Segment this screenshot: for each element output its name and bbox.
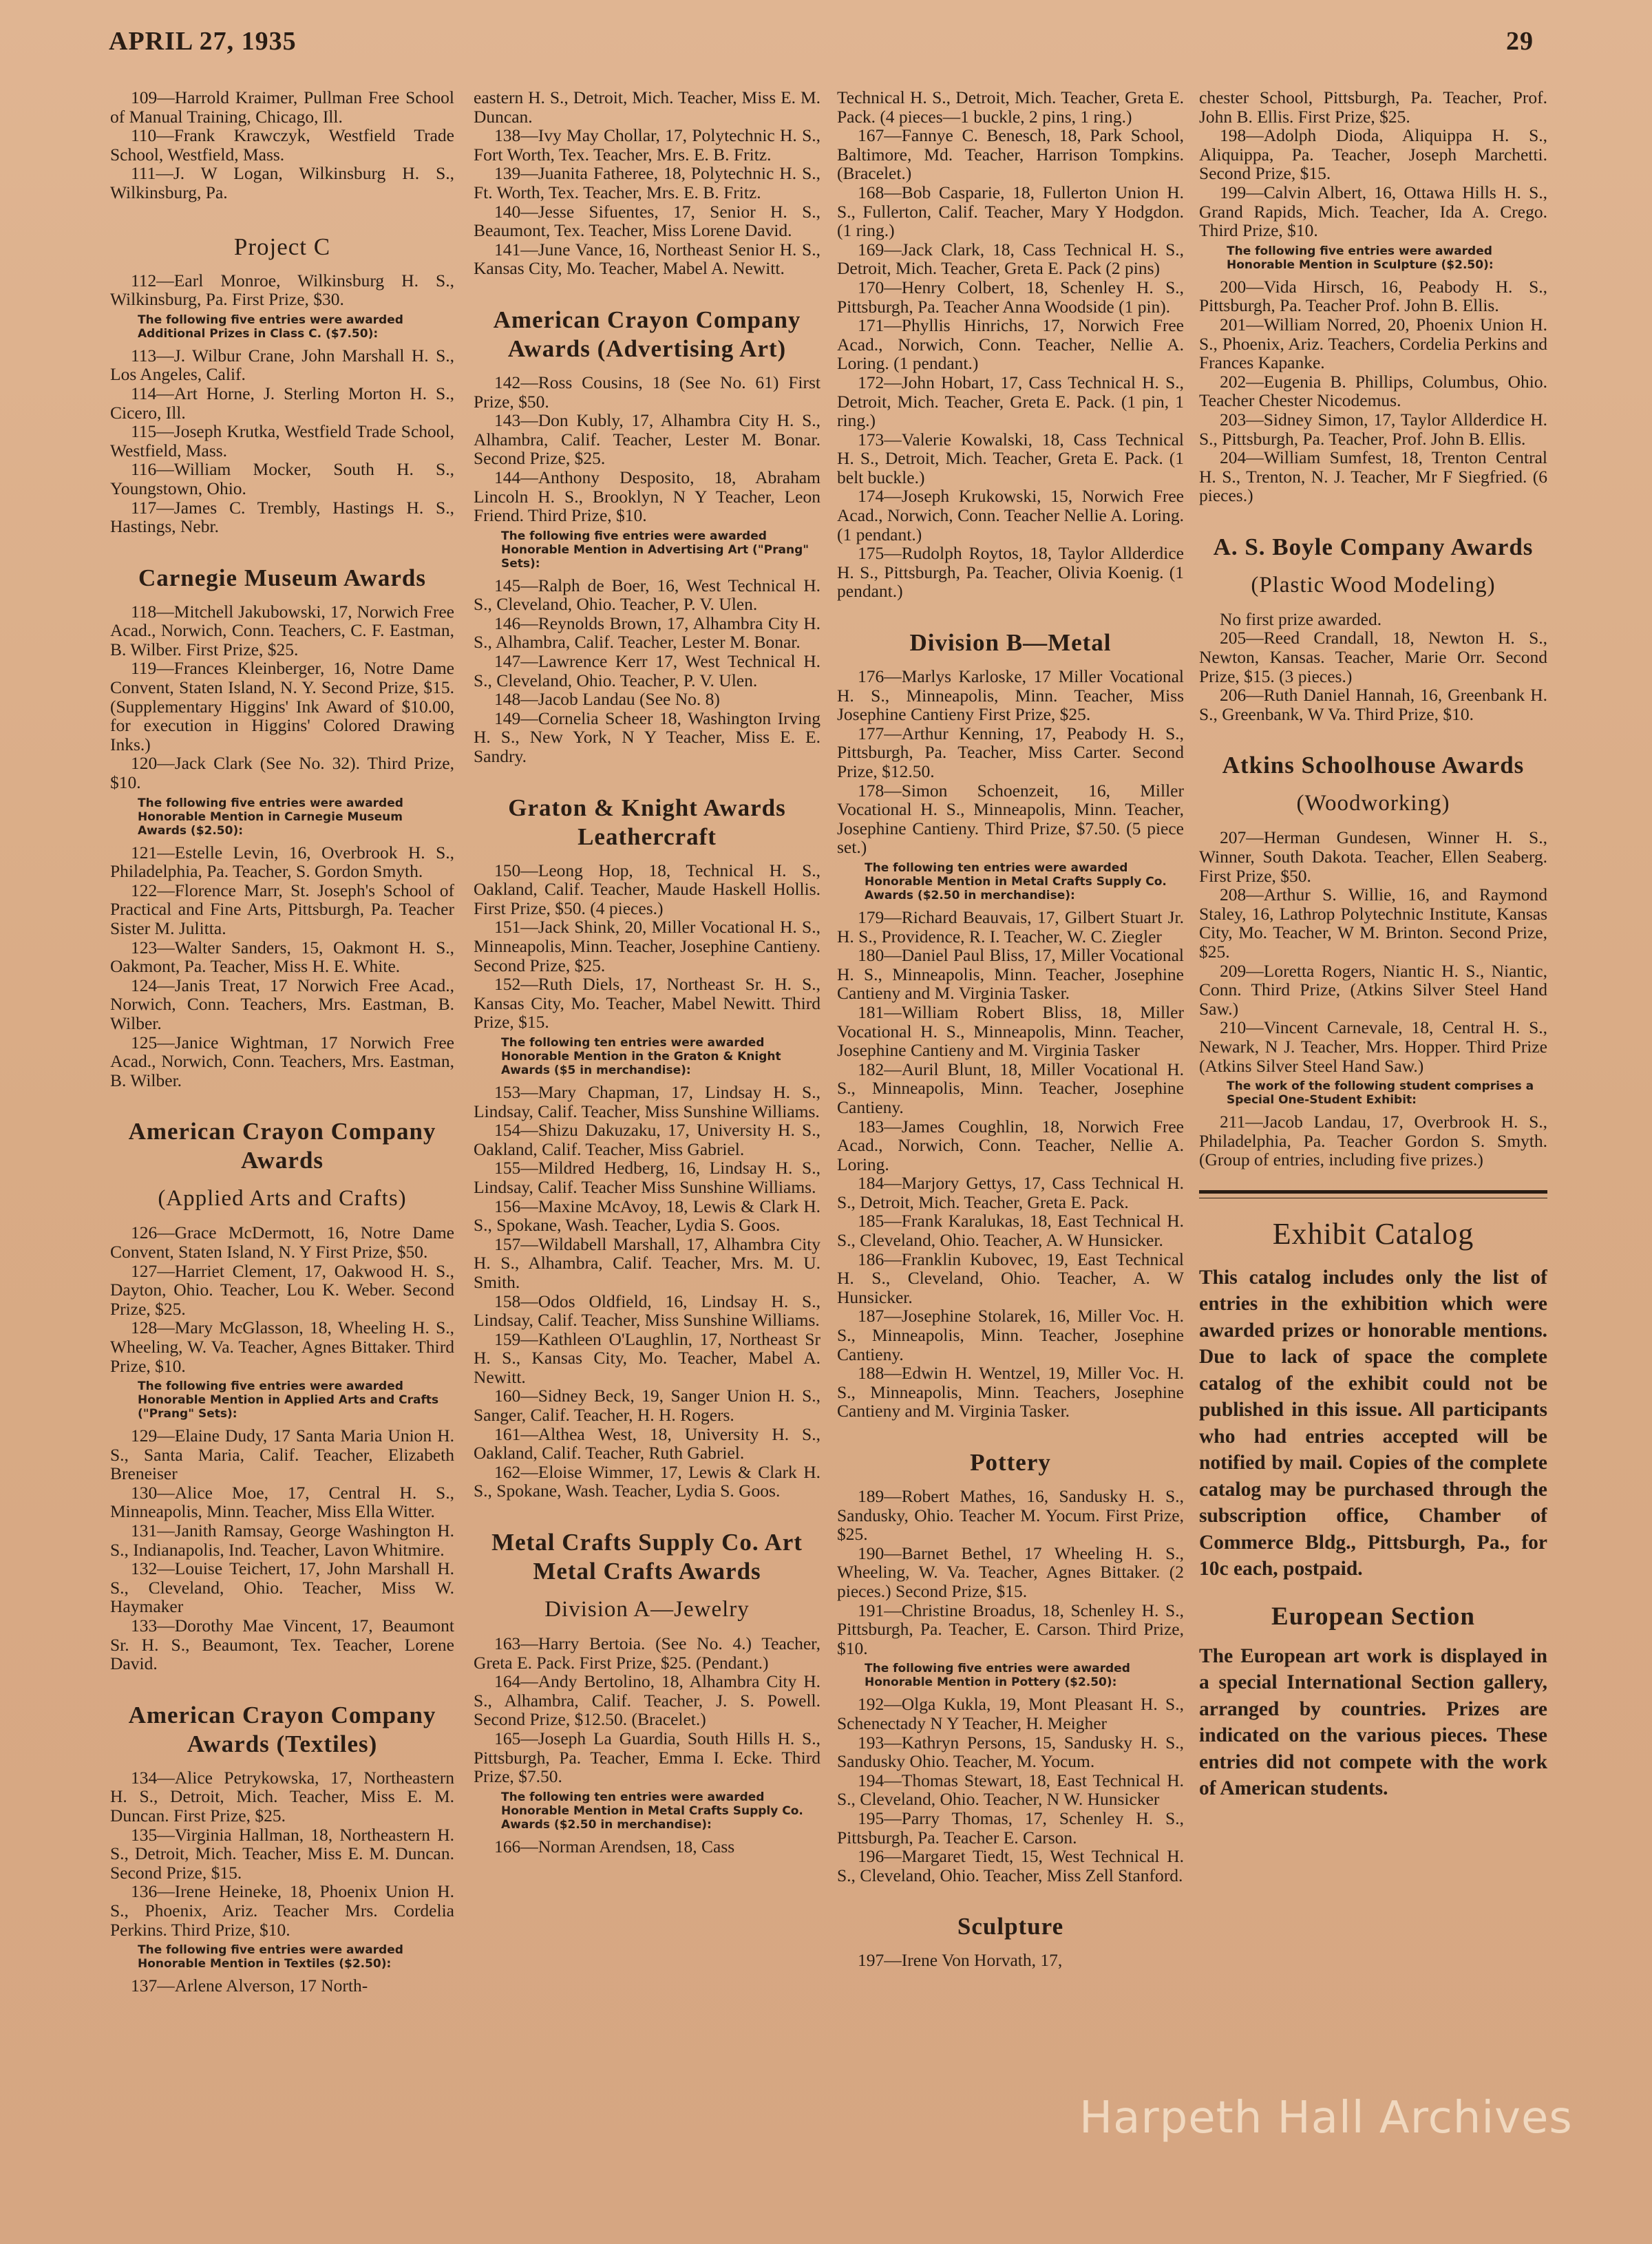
archive-watermark: Harpeth Hall Archives (1079, 2093, 1573, 2144)
section-heading: Division B—Metal (909, 629, 1112, 657)
section-subheading: Division A—Jewelry (544, 1597, 750, 1622)
entry: 130—Alice Moe, 17, Central H. S., Minneapolis, Minn. Teacher, Miss Ella Witter. (110, 1482, 454, 1522)
entry: 209—Loretta Rogers, Niantic H. S., Niantic, Conn. Third Prize, (Atkins Silver Steel Hand Saw.) (1199, 960, 1547, 1019)
entry: 126—Grace McDermott, 16, Notre Dame Convent, Staten Island, N. Y First Prize, $50. (110, 1222, 454, 1262)
entry: 154—Shizu Dakuzaku, 17, University H. S., Oakland, Calif. Teacher, Miss Gabriel. (474, 1120, 820, 1159)
honorable-mention-note: The following ten entries were awarded Honorable Mention in Metal Crafts Supply Co. Awards ($2.50 in merchandise): (501, 1790, 803, 1832)
entry: 131—Janith Ramsay, George Washington H. S., Indianapolis, Ind. Teacher, Lavon Whitmire. (110, 1521, 454, 1560)
entry: 193—Kathryn Persons, 15, Sandusky H. S., Sandusky Ohio. Teacher, M. Yocum. (837, 1732, 1184, 1772)
entry: 203—Sidney Simon, 17, Taylor Allderdice H. S., Pittsburgh, Pa. Teacher, Prof. John B. Ellis. (1199, 409, 1547, 449)
entry-continuation: eastern H. S., Detroit, Mich. Teacher, Miss E. M. Duncan. (474, 88, 820, 127)
section-subheading: (Plastic Wood Modeling) (1251, 572, 1496, 597)
section-heading: American Crayon Company Awards (Advertising Art) (493, 306, 801, 362)
entry: No first prize awarded. (1220, 608, 1382, 629)
entry: 205—Reed Crandall, 18, Newton H. S., Newton, Kansas. Teacher, Marie Orr. Second Prize, $15. (3 pieces.) (1199, 628, 1547, 686)
entry: 179—Richard Beauvais, 17, Gilbert Stuart Jr. H. S., Providence, R. I. Teacher, W. C. Ziegler (837, 907, 1184, 946)
entry: 183—James Coughlin, 18, Norwich Free Acad., Norwich, Conn. Teacher, Nellie A. Loring. (837, 1116, 1184, 1174)
entry: 152—Ruth Diels, 17, Northeast Sr. H. S., Kansas City, Mo. Teacher, Mabel Newitt. Third Prize, $15. (474, 974, 820, 1033)
entry: 128—Mary McGlasson, 18, Wheeling H. S., Wheeling, W. Va. Teacher, Agnes Bittaker. Third Prize, $10. (110, 1317, 454, 1376)
honorable-mention-note: The work of the following student comprises a Special One-Student Exhibit: (1227, 1079, 1534, 1108)
entry: 114—Art Horne, J. Sterling Morton H. S., Cicero, Ill. (110, 383, 454, 423)
entry: 199—Calvin Albert, 16, Ottawa Hills H. S., Grand Rapids, Mich. Teacher, Ida A. Crego. Third Prize, $10. (1199, 182, 1547, 241)
entry: 190—Barnet Bethel, 17 Wheeling H. S., Wheeling, W. Va. Teacher, Agnes Bittaker. (2 pieces.) Second Prize, $15. (837, 1543, 1184, 1601)
entry: 151—Jack Shink, 20, Miller Vocational H. S., Minneapolis, Minn. Teacher, Josephine Cantieny. Second Prize, $25. (474, 917, 820, 975)
entry: 180—Daniel Paul Bliss, 17, Miller Vocational H. S., Minneapolis, Minn. Teacher, Josephine Cantieny and M. Virginia Tasker. (837, 945, 1184, 1004)
entry: 173—Valerie Kowalski, 18, Cass Technical H. S., Detroit, Mich. Teacher, Greta E. Pack. (1 belt buckle.) (837, 429, 1184, 487)
european-section-text: The European art work is displayed in a special International Section gallery, arranged by countries. Prizes are indicated on the various pieces. These entries did not compete with the work of American students. (1199, 1644, 1547, 1800)
entry: 161—Althea West, 18, University H. S., Oakland, Calif. Teacher, Ruth Gabriel. (474, 1423, 820, 1463)
entry: 145—Ralph de Boer, 16, West Technical H. S., Cleveland, Ohio. Teacher, P. V. Ulen. (474, 575, 820, 615)
entry: 121—Estelle Levin, 16, Overbrook H. S., Philadelphia, Pa. Teacher, S. Gordon Smyth. (110, 842, 454, 882)
entry: 113—J. Wilbur Crane, John Marshall H. S., Los Angeles, Calif. (110, 345, 454, 385)
entry: 109—Harrold Kraimer, Pullman Free School of Manual Training, Chicago, Ill. (110, 88, 454, 127)
entry: 210—Vincent Carnevale, 18, Central H. S., Newark, N J. Teacher, Mrs. Hopper. Third Prize (Atkins Silver Steel Hand Saw.) (1199, 1017, 1547, 1076)
entry: 181—William Robert Bliss, 18, Miller Vocational H. S., Minneapolis, Minn. Teacher, Josephine Cantieny and M. Virginia Tasker (837, 1002, 1184, 1061)
exhibit-catalog-heading: Exhibit Catalog (1272, 1216, 1474, 1251)
entry: 124—Janis Treat, 17 Norwich Free Acad., Norwich, Conn. Teachers, Mrs. Eastman, B. Wilber. (110, 975, 454, 1033)
entry: 207—Herman Gundesen, Winner H. S., Winner, South Dakota. Teacher, Ellen Seaberg. First Prize, $50. (1199, 827, 1547, 886)
entry: 174—Joseph Krukowski, 15, Norwich Free Acad., Norwich, Conn. Teacher Nellie A. Loring. (1 pendant.) (837, 486, 1184, 544)
section-heading: Atkins Schoolhouse Awards (1222, 752, 1525, 779)
section-subheading: (Woodworking) (1296, 791, 1450, 816)
honorable-mention-note: The following five entries were awarded Honorable Mention in Sculpture ($2.50): (1227, 244, 1494, 272)
section-heading: Metal Crafts Supply Co. Art Metal Crafts Awards (491, 1529, 803, 1585)
entry: 149—Cornelia Scheer 18, Washington Irving H. S., New York, N Y Teacher, Miss E. E. Sandry. (474, 708, 820, 767)
honorable-mention-note: The following five entries were awarded Honorable Mention in Textiles ($2.50): (138, 1943, 403, 1971)
section-heading: Project C (233, 233, 331, 260)
section-heading: American Crayon Company Awards (128, 1118, 436, 1174)
honorable-mention-note: The following five entries were awarded Honorable Mention in Advertising Art ("Prang" Sets): (501, 529, 809, 571)
column-4 (1199, 88, 1547, 2215)
entry: 119—Frances Kleinberger, 16, Notre Dame Convent, Staten Island, N. Y. Second Prize, $15. (Supplementary Higgins' Ink Award of $10.00, for execution in Higgins' Colored Drawing Inks.) (110, 658, 454, 754)
entry: 171—Phyllis Hinrichs, 17, Norwich Free Acad., Norwich, Conn. Teacher, Nellie A. Loring. (1 pendant.) (837, 315, 1184, 374)
entry: 116—William Mocker, South H. S., Youngstown, Ohio. (110, 459, 454, 498)
entry: 140—Jesse Sifuentes, 17, Senior H. S., Beaumont, Tex. Teacher, Miss Lorene David. (474, 201, 820, 241)
entry: 141—June Vance, 16, Northeast Senior H. S., Kansas City, Mo. Teacher, Mabel A. Newitt. (474, 239, 820, 279)
entry: 139—Juanita Fatheree, 18, Polytechnic H. S., Ft. Worth, Tex. Teacher, Mrs. E. B. Fritz. (474, 163, 820, 202)
entry: 148—Jacob Landau (See No. 8) (494, 689, 720, 710)
entry: 144—Anthony Desposito, 18, Abraham Lincoln H. S., Brooklyn, N Y Teacher, Leon Friend. Third Prize, $10. (474, 467, 820, 526)
entry: 143—Don Kubly, 17, Alhambra City H. S., Alhambra, Calif. Teacher, Lester M. Bonar. Second Prize, $25. (474, 410, 820, 469)
entry: 165—Joseph La Guardia, South Hills H. S., Pittsburgh, Pa. Teacher, Emma I. Ecke. Third Prize, $7.50. (474, 1728, 820, 1787)
entry: 176—Marlys Karloske, 17 Miller Vocational H. S., Minneapolis, Minn. Teacher, Miss Josephine Cantieny First Prize, $25. (837, 666, 1184, 725)
entry: 204—William Sumfest, 18, Trenton Central H. S., Trenton, N. J. Teacher, Mr F Siegfried. (6 pieces.) (1199, 447, 1547, 506)
section-heading: Sculpture (957, 1913, 1064, 1940)
entry: 150—Leong Hop, 18, Technical H. S., Oakland, Calif. Teacher, Maude Haskell Hollis. First Prize, $50. (4 pieces.) (474, 860, 820, 918)
entry: 142—Ross Cousins, 18 (See No. 61) First Prize, $50. (474, 372, 820, 412)
entry: 172—John Hobart, 17, Cass Technical H. S., Detroit, Mich. Teacher, Greta E. Pack. (1 pin, 1 ring.) (837, 372, 1184, 431)
entry: 147—Lawrence Kerr 17, West Technical H. S., Cleveland, Ohio. Teacher, P. V. Ulen. (474, 651, 820, 690)
column-3 (837, 88, 1184, 2215)
entry: 120—Jack Clark (See No. 32). Third Prize, $10. (110, 753, 454, 793)
entry: 175—Rudolph Roytos, 18, Taylor Allderdice H. S., Pittsburgh, Pa. Teacher, Olivia Koenig. (1 pendant.) (837, 543, 1184, 602)
entry: 133—Dorothy Mae Vincent, 17, Beaumont Sr. H. S., Beaumont, Tex. Teacher, Lorene David. (110, 1616, 454, 1674)
entry: 191—Christine Broadus, 18, Schenley H. S., Pittsburgh, Pa. Teacher, E. Carson. Third Prize, $10. (837, 1600, 1184, 1658)
entry: 115—Joseph Krutka, Westfield Trade School, Westfield, Mass. (110, 421, 454, 461)
entry: 157—Wildabell Marshall, 17, Alhambra City H. S., Alhambra, Calif. Teacher, Mrs. M. U. Smith. (474, 1234, 820, 1292)
entry: 153—Mary Chapman, 17, Lindsay H. S., Lindsay, Calif. Teacher, Miss Sunshine Williams. (474, 1081, 820, 1121)
entry: 137—Arlene Alverson, 17 North- (131, 1976, 368, 1996)
entry: 189—Robert Mathes, 16, Sandusky H. S., Sandusky, Ohio. Teacher M. Yocum. First Prize, $25. (837, 1486, 1184, 1545)
entry: 163—Harry Bertoia. (See No. 4.) Teacher, Greta E. Pack. First Prize, $25. (Pendant.) (474, 1633, 820, 1673)
entry: 155—Mildred Hedberg, 16, Lindsay H. S., Lindsay, Calif. Teacher Miss Sunshine Williams. (474, 1158, 820, 1197)
entry: 200—Vida Hirsch, 16, Peabody H. S., Pittsburgh, Pa. Teacher Prof. John B. Ellis. (1199, 276, 1547, 316)
entry-continuation: Technical H. S., Detroit, Mich. Teacher, Greta E. Pack. (4 pieces—1 buckle, 2 pins, 1 ring.) (837, 88, 1184, 127)
section-heading: Graton & Knight Awards Leathercraft (508, 794, 786, 850)
section-heading: American Crayon Company Awards (Textiles) (128, 1701, 436, 1757)
honorable-mention-note: The following five entries were awarded Honorable Mention in Carnegie Museum Awards ($2.50): (138, 796, 403, 838)
entry: 202—Eugenia B. Phillips, Columbus, Ohio. Teacher Chester Nicodemus. (1199, 371, 1547, 411)
entry: 198—Adolph Dioda, Aliquippa H. S., Aliquippa, Pa. Teacher, Joseph Marchetti. Second Prize, $15. (1199, 125, 1547, 184)
section-heading: A. S. Boyle Company Awards (1213, 533, 1534, 560)
section-heading: Pottery (970, 1449, 1051, 1476)
entry: 138—Ivy May Chollar, 17, Polytechnic H. S., Fort Worth, Tex. Teacher, Mrs. E. B. Fritz. (474, 125, 820, 165)
entry: 211—Jacob Landau, 17, Overbrook H. S., Philadelphia, Pa. Teacher Gordon S. Smyth. (Group of entries, including five prizes.) (1199, 1112, 1547, 1170)
entry: 197—Irene Von Horvath, 17, (858, 1950, 1063, 1971)
column-1 (110, 88, 454, 2215)
honorable-mention-note: The following five entries were awarded Honorable Mention in Applied Arts and Crafts ("Prang" Sets): (138, 1379, 439, 1421)
entry: 112—Earl Monroe, Wilkinsburg H. S., Wilkinsburg, Pa. First Prize, $30. (110, 270, 454, 310)
entry: 156—Maxine McAvoy, 18, Lewis & Clark H. S., Spokane, Wash. Teacher, Lydia S. Goos. (474, 1196, 820, 1236)
entry: 129—Elaine Dudy, 17 Santa Maria Union H. S., Santa Maria, Calif. Teacher, Elizabeth Breneiser (110, 1426, 454, 1484)
entry: 110—Frank Krawczyk, Westfield Trade School, Westfield, Mass. (110, 125, 454, 165)
entry: 146—Reynolds Brown, 17, Alhambra City H. S., Alhambra, Calif. Teacher, Lester M. Bonar. (474, 613, 820, 653)
entry: 159—Kathleen O'Laughlin, 17, Northeast Sr H. S., Kansas City, Mo. Teacher, Mabel A. Newitt. (474, 1329, 820, 1387)
entry: 164—Andy Bertolino, 18, Alhambra City H. S., Alhambra, Calif. Teacher, J. S. Powell. Second Prize, $12.50. (Bracelet.) (474, 1671, 820, 1730)
issue-date: APRIL 27, 1935 (109, 27, 297, 56)
entry: 192—Olga Kukla, 19, Mont Pleasant H. S., Schenectady N Y Teacher, H. Meigher (837, 1694, 1184, 1733)
section-divider (1199, 1190, 1547, 1194)
entry: 122—Florence Marr, St. Joseph's School of Practical and Fine Arts, Pittsburgh, Pa. Teacher Sister M. Julitta. (110, 880, 454, 938)
entry: 201—William Norred, 20, Phoenix Union H. S., Phoenix, Ariz. Teachers, Cordelia Perkins and Frances Kapanke. (1199, 314, 1547, 373)
entry: 125—Janice Wightman, 17 Norwich Free Acad., Norwich, Conn. Teachers, Mrs. Eastman, B. Wilber. (110, 1032, 454, 1090)
entry: 127—Harriet Clement, 17, Oakwood H. S., Dayton, Ohio. Teacher, Lou K. Weber. Second Prize, $25. (110, 1260, 454, 1319)
entry: 158—Odos Oldfield, 16, Lindsay H. S., Lindsay, Calif. Teacher, Miss Sunshine Williams. (474, 1291, 820, 1331)
entry: 188—Edwin H. Wentzel, 19, Miller Voc. H. S., Minneapolis, Minn. Teachers, Josephine Cantieny and M. Virginia Tasker. (837, 1363, 1184, 1421)
entry: 118—Mitchell Jakubowski, 17, Norwich Free Acad., Norwich, Conn. Teachers, C. F. Eastman, B. Wilber. First Prize, $25. (110, 601, 454, 659)
entry: 182—Auril Blunt, 18, Miller Vocational H. S., Minneapolis, Minn. Teacher, Josephine Cantieny. (837, 1059, 1184, 1117)
entry: 169—Jack Clark, 18, Cass Technical H. S., Detroit, Mich. Teacher, Greta E. Pack (2 pins) (837, 239, 1184, 279)
entry: 135—Virginia Hallman, 18, Northeastern H. S., Detroit, Mich. Teacher, Miss E. M. Duncan. Second Prize, $15. (110, 1824, 454, 1883)
page-number: 29 (1506, 27, 1534, 56)
entry: 132—Louise Teichert, 17, John Marshall H. S., Cleveland, Ohio. Teacher, Miss W. Haymaker (110, 1558, 454, 1617)
entry: 160—Sidney Beck, 19, Sanger Union H. S., Sanger, Calif. Teacher, H. H. Rogers. (474, 1386, 820, 1426)
entry: 196—Margaret Tiedt, 15, West Technical H. S., Cleveland, Ohio. Teacher, Miss Zell Stanford. (837, 1846, 1184, 1885)
column-2 (474, 88, 820, 2215)
column-4-entries (1199, 88, 1547, 1169)
entry: 162—Eloise Wimmer, 17, Lewis & Clark H. S., Spokane, Wash. Teacher, Lydia S. Goos. (474, 1461, 820, 1501)
entry: 166—Norman Arendsen, 18, Cass (494, 1836, 735, 1856)
exhibit-catalog-text: This catalog includes only the list of entries in the exhibition which were awarded prizes or honorable mentions. Due to lack of space the complete catalog of the exhibit could not be published in this issue. All participants who had entries accepted will be notified by mail. Copies of the complete catalog may be purchased through the subscription office, Chamber of Commerce Bldg., Pittsburgh, Pa., for 10c each, postpaid. (1199, 1266, 1547, 1580)
entry: 111—J. W Logan, Wilkinsburg H. S., Wilkinsburg, Pa. (110, 163, 454, 202)
entry: 186—Franklin Kubovec, 19, East Technical H. S., Cleveland, Ohio. Teacher, A. W Hunsicker. (837, 1249, 1184, 1307)
entry: 194—Thomas Stewart, 18, East Technical H. S., Cleveland, Ohio. Teacher, N W. Hunsicker (837, 1770, 1184, 1810)
honorable-mention-note: The following five entries were awarded Honorable Mention in Pottery ($2.50): (865, 1662, 1130, 1690)
entry-continuation: chester School, Pittsburgh, Pa. Teacher, Prof. John B. Ellis. First Prize, $25. (1199, 88, 1547, 127)
entry: 117—James C. Trembly, Hastings H. S., Hastings, Nebr. (110, 497, 454, 537)
entry: 195—Parry Thomas, 17, Schenley H. S., Pittsburgh, Pa. Teacher E. Carson. (837, 1808, 1184, 1848)
entry: 170—Henry Colbert, 18, Schenley H. S., Pittsburgh, Pa. Teacher Anna Woodside (1 pin). (837, 277, 1184, 317)
honorable-mention-note: The following ten entries were awarded Honorable Mention in Metal Crafts Supply Co. Awards ($2.50 in merchandise): (865, 860, 1167, 902)
entry: 167—Fannye C. Benesch, 18, Park School, Baltimore, Md. Teacher, Harrison Tompkins. (Bracelet.) (837, 125, 1184, 184)
entry: 185—Frank Karalukas, 18, East Technical H. S., Cleveland, Ohio. Teacher, A. W Hunsicker. (837, 1211, 1184, 1251)
entry: 134—Alice Petrykowska, 17, Northeastern H. S., Detroit, Mich. Teacher, Miss E. M. Duncan. First Prize, $25. (110, 1767, 454, 1825)
section-subheading: (Applied Arts and Crafts) (158, 1186, 407, 1211)
entry: 184—Marjory Gettys, 17, Cass Technical H. S., Detroit, Mich. Teacher, Greta E. Pack. (837, 1173, 1184, 1212)
honorable-mention-note: The following five entries were awarded Additional Prizes in Class C. ($7.50): (138, 313, 403, 341)
entry: 206—Ruth Daniel Hannah, 16, Greenbank H. S., Greenbank, W Va. Third Prize, $10. (1199, 685, 1547, 724)
european-section-heading: European Section (1271, 1602, 1475, 1631)
entry: 178—Simon Schoenzeit, 16, Miller Vocational H. S., Minneapolis, Minn. Teacher, Josephine Cantieny. Third Prize, $7.50. (5 piece set.) (837, 780, 1184, 858)
entry: 208—Arthur S. Willie, 16, and Raymond Staley, 16, Lathrop Polytechnic Institute, Kansas City, Mo. Teacher, W M. Brinton. Second Prize, $25. (1199, 885, 1547, 962)
entry: 136—Irene Heineke, 18, Phoenix Union H. S., Phoenix, Ariz. Teacher Mrs. Cordelia Perkins. Third Prize, $10. (110, 1881, 454, 1940)
entry: 168—Bob Casparie, 18, Fullerton Union H. S., Fullerton, Calif. Teacher, Mary Y Hodgdon. (1 ring.) (837, 182, 1184, 241)
entry: 187—Josephine Stolarek, 16, Miller Voc. H. S., Minneapolis, Minn. Teacher, Josephine Cantieny. (837, 1306, 1184, 1364)
honorable-mention-note: The following ten entries were awarded Honorable Mention in the Graton & Knight Awards ($5 in merchandise): (501, 1035, 781, 1077)
entry: 177—Arthur Kenning, 17, Peabody H. S., Pittsburgh, Pa. Teacher, Miss Carter. Second Prize, $12.50. (837, 723, 1184, 781)
section-heading: Carnegie Museum Awards (138, 564, 426, 591)
entry: 123—Walter Sanders, 15, Oakmont H. S., Oakmont, Pa. Teacher, Miss H. E. White. (110, 937, 454, 977)
